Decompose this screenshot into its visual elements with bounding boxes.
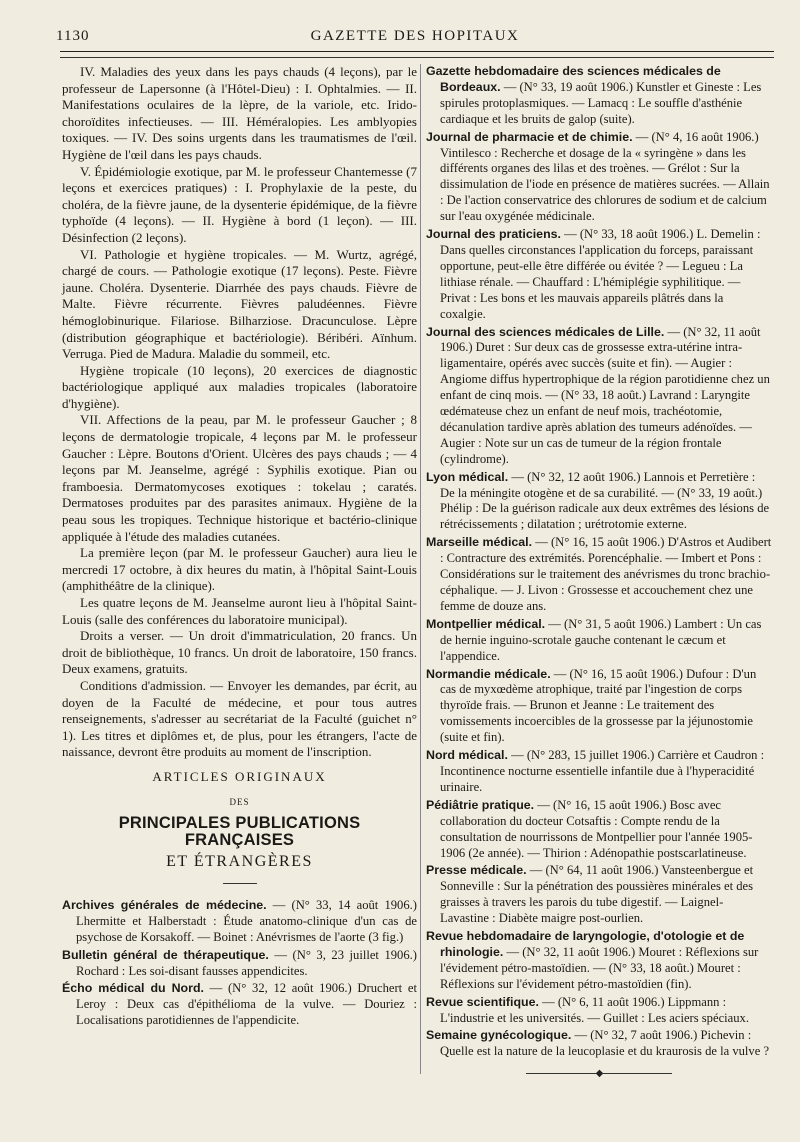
paragraph: VII. Affections de la peau, par M. le professeur Gaucher ; 8 leçons de dermatologie tropicale, 4 leçons par M. le professeur Gaucher : Lèpre. Boutons d'Orient. Ulcères des pays chauds ; — 4 leçons par M. Jeanselme, agrégé : Syphilis exotique. Pian ou framboesia. Dermatomycoses exotiques : tokelau ; caratés. Dermatoses produites par des parasites animaux. Hygiène de la peau sous les tropiques. Technique historique et bactério-clinique appliquée à l'étude des maladies cutanées. — [62, 412, 417, 544]
entry-text: — (N° 33, 18 août 1906.) L. Demelin : Dans quelles circonstances l'application du forceps, paraissant opportune, peut-elle être différée ou évitée ? — Legueu : La lithiase rénale. — Chauffard : L'hémiplégie syphilitique. — Privat : Les bons et les mauvais appareils plâtrés dans la coxalgie. — [440, 227, 761, 321]
page-number: 1130 — [56, 28, 90, 44]
paragraph: Les quatre leçons de M. Jeanselme auront lieu à l'hôpital Saint-Louis (salle des conférences du laboratoire municipal). — [62, 595, 417, 627]
paragraph: Conditions d'admission. — Envoyer les demandes, par écrit, au doyen de la Faculté de médecine, et pour tous autres renseignements, s'adresser au secrétariat de la Faculté (guichet n° 1). Les titres et diplômes et, de plus, pour les étrangers, l'acte de naissance, devront être produits au moment de l'inscription. — [62, 677, 417, 760]
list-item — [426, 617, 772, 665]
left-column — [62, 64, 417, 1031]
paragraph: Droits a verser. — Un droit d'immatriculation, 20 francs. Un droit de bibliothèque, 10 francs. Un droit de laboratoire, 150 francs. Deux examens, gratuits. — [62, 628, 417, 677]
list-item — [426, 667, 772, 747]
list-item — [426, 1028, 772, 1060]
journal-name: Journal de pharmacie et de chimie. — [426, 129, 633, 144]
entry-text: — (N° 31, 5 août 1906.) Lambert : Un cas de hernie inguino-scrotale gauche contenant le cæcum et l'appendice. — [440, 616, 762, 663]
section-heading-line: PRINCIPALES PUBLICATIONS FRANÇAISES — [118, 814, 361, 849]
list-item — [426, 748, 772, 796]
end-ornament: ◆ — [426, 1066, 772, 1083]
list-item — [426, 130, 772, 225]
right-column — [426, 64, 772, 1083]
header-rule-top — [60, 51, 774, 52]
section-heading-line: ET ÉTRANGÈRES — [166, 853, 313, 871]
list-item — [426, 535, 772, 615]
entry-text: — (N° 32, 11 août 1906.) Duret : Sur deux cas de grossesse extra-utérine intra-ligamentaire, opérés avec succès (suite et fin). — Augier : Angiome diffus hypertrophique de la région parotidienne chez un enfant de cinq mois. — (N° 33, 18 août.) Lavrand : Laryngite œdémateuse chez un enfant de neuf mois, trachéotomie, décanulation tardive après ablation des tumeurs adénoïdes. — Augier : Note sur un cas de tumeur de la région frontale (cylindrome). — [440, 324, 770, 466]
journal-name: Montpellier médical. — [426, 616, 546, 631]
journal-name: Bulletin général de thérapeutique. — [62, 947, 269, 962]
page-header — [56, 28, 774, 50]
journal-name: Gazette hebdomadaire des sciences médicales de Bordeaux. — [426, 64, 721, 94]
entry-text: — (N° 32, 11 août 1906.) Mouret : Réflexions sur l'évidement pétro-mastoïdien. — (N° 33, 18 août.) Mouret : Réflexions sur l'évidement pétro-mastoïdien (fin). — [440, 944, 759, 991]
list-item — [426, 325, 772, 468]
list-item — [426, 64, 772, 128]
header-rule-bottom — [60, 57, 774, 58]
journal-name: Semaine gynécologique. — [426, 1028, 572, 1043]
list-item — [426, 929, 772, 993]
list-item — [62, 948, 417, 980]
left-entries — [62, 898, 417, 1029]
entry-text: — (N° 32, 7 août 1906.) Pichevin : Quelle est la nature de la leucoplasie et du kraurosis de la vulve ? — [440, 1028, 770, 1059]
journal-name: Lyon médical. — [426, 469, 509, 484]
journal-title: GAZETTE DES HOPITAUX — [310, 28, 520, 44]
journal-name: Nord médical. — [426, 748, 508, 763]
journal-name: Presse médicale. — [426, 863, 527, 878]
entry-text: — (N° 283, 15 juillet 1906.) Carrière et Caudron : Incontinence nocturne essentielle infantile due à l'hyperacidité urinaire. — [440, 748, 765, 794]
list-item — [426, 863, 772, 927]
entry-text: — (N° 33, 14 août 1906.) Lhermitte et Halberstadt : Étude anatomo-clinique d'un cas de psychose de Korsakoff. — Boinet : Anévrismes de l'aorte (3 fig.) — [76, 897, 417, 944]
journal-name: Journal des praticiens. — [426, 227, 561, 242]
section-heading — [62, 769, 417, 871]
entry-text: — (N° 32, 12 août 1906.) Druchert et Leroy : Deux cas d'épithélioma de la vulve. — Douriez : Localisations parotidiennes de l'appendicite. — [76, 981, 417, 1028]
journal-name: Marseille médical. — [426, 535, 533, 550]
list-item — [62, 898, 417, 946]
entry-text: — (N° 16, 15 août 1906.) Bosc avec collaboration du docteur Cotsaftis : Compte rendu de la consultation de nourrissons de Montpellier pour l'année 1905-1906 (2e année). — Thirion : Adénopathie postscarlatineuse. — [440, 797, 753, 860]
list-item — [426, 470, 772, 534]
list-item — [426, 227, 772, 322]
entry-text: — (N° 6, 11 août 1906.) Lippmann : L'industrie et les universités. — Guillet : Les aciers spéciaux. — [440, 994, 749, 1025]
paragraph: IV. Maladies des yeux dans les pays chauds (4 leçons), par le professeur de Lapersonne (à l'Hôtel-Dieu) : I. Ophtalmies. — II. Manifestations oculaires de la lèpre, de la variole, etc. Irido-choroïdites infectieuses. — III. Héméralopies. Les amblyopies toxiques. — IV. Des soins urgents dans les traumatismes de l'œil. Hygiène de l'œil dans les pays chauds. — [62, 64, 417, 162]
section-heading-line: DES — [229, 796, 250, 807]
journal-name: Pédiâtrie pratique. — [426, 797, 535, 812]
entry-text: — (N° 16, 15 août 1906.) D'Astros et Audibert : Contracture des extrémités. Porencéphalie. — Imbert et Pons : Considérations sur le traitement des anévrismes du tronc brachio-céphalique. — J. Livon : Grossesse et accouchement chez une femme de douze ans. — [440, 535, 772, 613]
section-divider — [223, 883, 257, 884]
journal-name: Revue hebdomadaire de laryngologie, d'otologie et de rhinologie. — [426, 929, 745, 959]
list-item — [426, 995, 772, 1027]
journal-name: Normandie médicale. — [426, 666, 551, 681]
paragraph: V. Épidémiologie exotique, par M. le professeur Chantemesse (7 leçons et exercices pratiques) : I. Prophylaxie de la peste, du choléra, de la fièvre jaune, de la dysenterie épidémique, de la fièvre typhoïde (4 leçons). — II. Hygiène à bord (1 leçon). — III. Désinfection (2 leçons). — [62, 163, 417, 245]
entry-text: — (N° 3, 23 juillet 1906.) Rochard : Les soi-disant fausses appendicites. — [76, 947, 417, 978]
section-heading-line: ARTICLES ORIGINAUX — [152, 768, 327, 784]
list-item — [62, 981, 417, 1029]
paragraph: La première leçon (par M. le professeur Gaucher) aura lieu le mercredi 17 octobre, à dix heures du matin, à l'hôpital Saint-Louis (amphithéâtre de la clinique). — [62, 545, 417, 594]
entry-text: — (N° 16, 15 août 1906.) Dufour : D'un cas de myxœdème atrophique, traité par l'ingestion de corps thyroïde frais. — Brunon et Jeanne : Le traitement des vomissements incoercibles de la grossesse par la jéjunostomie (suite et fin). — [440, 666, 757, 745]
column-divider — [420, 64, 421, 1074]
entry-text: — (N° 33, 19 août 1906.) Kunstler et Gineste : Les spirules protoplasmiques. — Lamacq : Le souffle d'asthénie cardiaque et les bruits de galop (suite). — [440, 79, 762, 126]
entry-text: — (N° 64, 11 août 1906.) Vansteenbergue et Sonneville : Sur la pénétration des poussières minérales et des graisses à travers les parois du tube digestif. — Laignel-Lavastine : Diabète maigre post-ourlien. — [440, 863, 754, 926]
journal-name: Écho médical du Nord. — [62, 981, 204, 996]
paragraph: Hygiène tropicale (10 leçons), 20 exercices de diagnostic bactériologique appliqué aux maladies tropicales (laboratoire d'hygiène). — [62, 362, 417, 411]
journal-name: Revue scientifique. — [426, 994, 539, 1009]
entry-text: — (N° 32, 12 août 1906.) Lannois et Perretière : De la méningite otogène et de sa curabilité. — (N° 33, 19 août.) Phélip : De la guérison radicale aux deux extrêmes des lésions de rétrécissements ; dilatation ; urétrotomie externe. — [440, 469, 770, 532]
journal-name: Journal des sciences médicales de Lille. — [426, 324, 665, 339]
paragraph: VI. Pathologie et hygiène tropicales. — M. Wurtz, agrégé, chargé de cours. — Pathologie exotique (17 leçons). Peste. Fièvre jaune. Choléra. Dysenterie. Diarrhée des pays chauds. Fièvre de Malte. Fièvre récurrente. Fièvres paludéennes. Fièvre hémoglobinurique. Filariose. Bilharziose. Dracunculose. Lèpre (distribution géographique et bactériologie). Béribéri. Aïnhum. Verruga. Pied de Madura. Maladie du sommeil, etc. — [62, 246, 417, 362]
entry-text: — (N° 4, 16 août 1906.) Vintilesco : Recherche et dosage de la « syringène » dans les différents organes des lilas et des troènes. — Grélot : Sur la dissimulation de l'iode en présence de matières sucrées. — Allain : De l'action conservatrice des chlorures de sodium et de calcium sur l'eau oxygénée médicinale. — [440, 129, 770, 224]
journal-name: Archives générales de médecine. — [62, 897, 267, 912]
list-item — [426, 798, 772, 862]
